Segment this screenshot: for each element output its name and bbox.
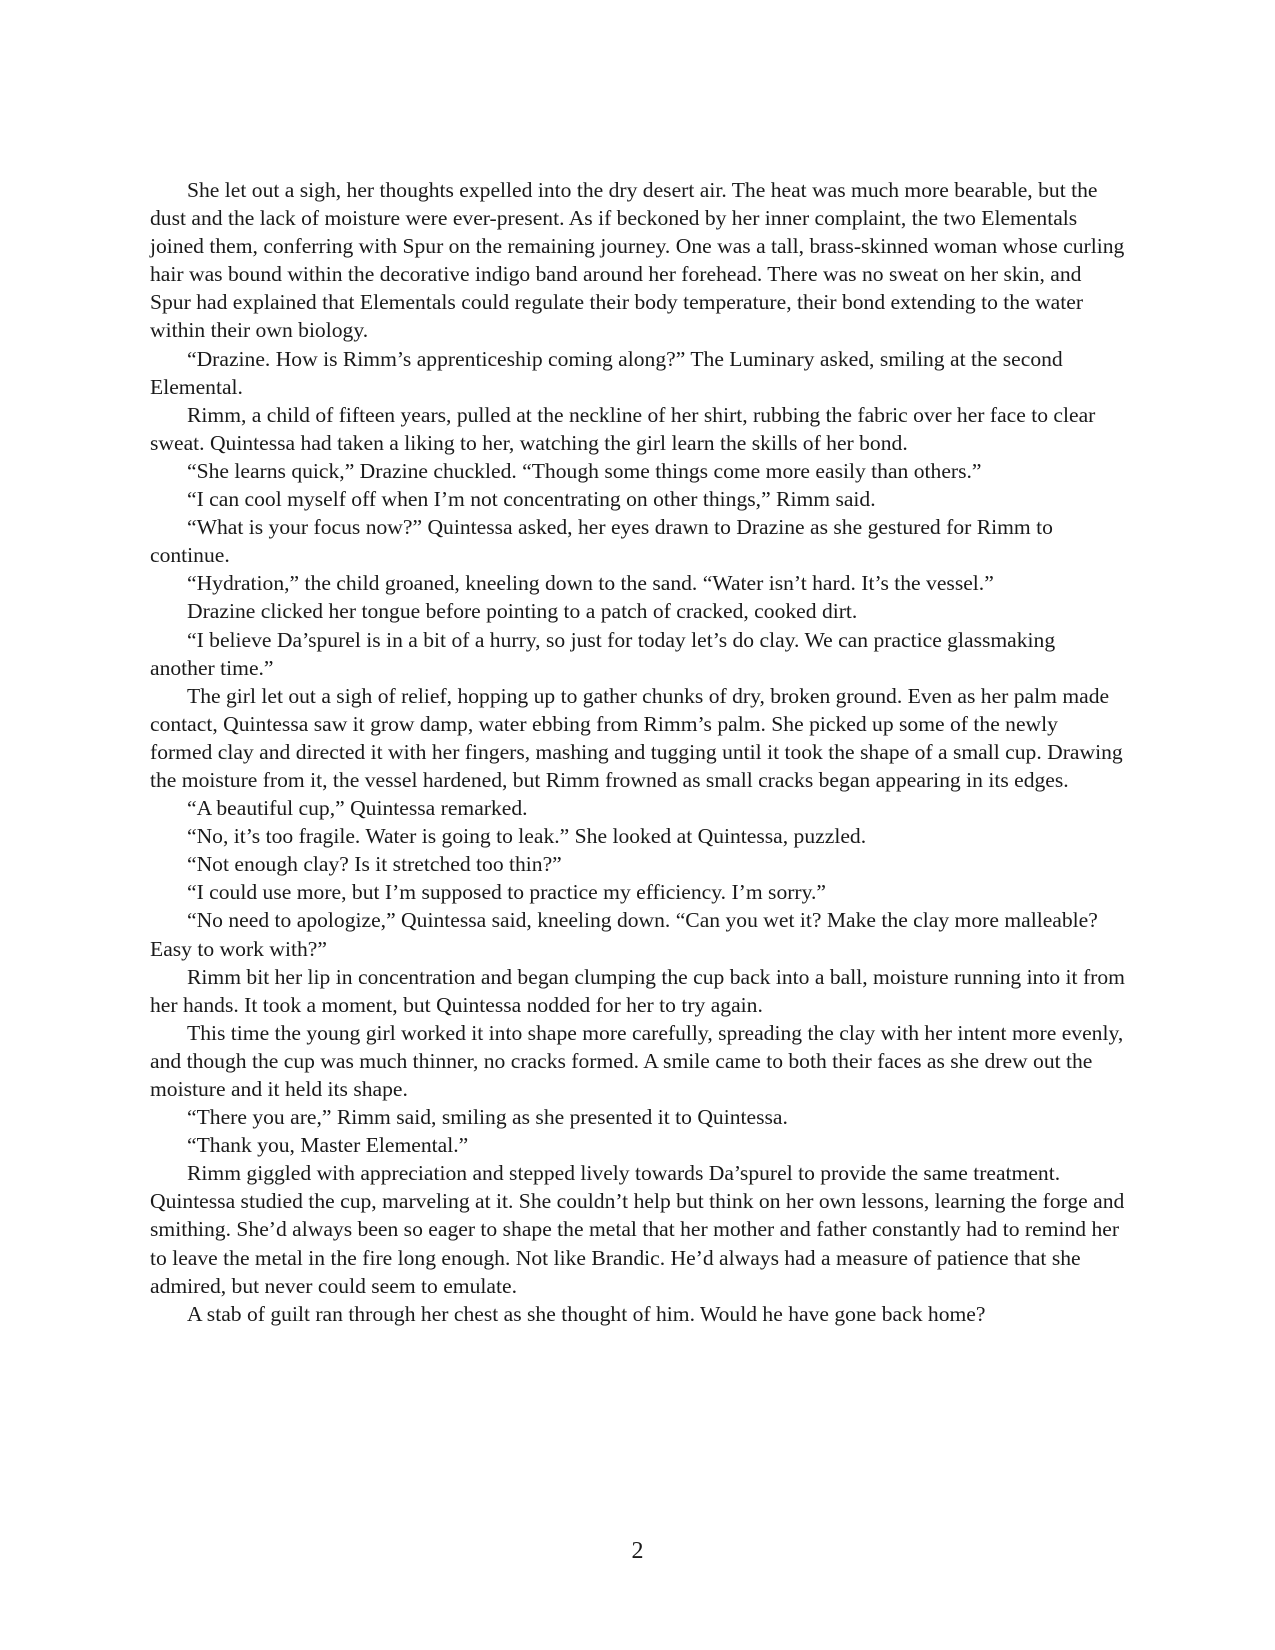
paragraph: Rimm bit her lip in concentration and began clumping the cup back into a ball, moisture running into it from her hands. It took a moment, but Quintessa nodded for her to try again. <box>150 964 1125 1017</box>
paragraph: Rimm, a child of fifteen years, pulled at the neckline of her shirt, rubbing the fabric over her face to clear sweat. Quintessa had taken a liking to her, watching the girl learn the skills of her bond. <box>150 402 1096 455</box>
paragraph: “She learns quick,” Drazine chuckled. “Though some things come more easily than others.” <box>187 458 982 483</box>
page-number: 2 <box>631 1538 644 1564</box>
paragraph: “Thank you, Master Elemental.” <box>187 1133 469 1158</box>
paragraph: Drazine clicked her tongue before pointing to a patch of cracked, cooked dirt. <box>187 599 858 624</box>
paragraph: The girl let out a sigh of relief, hopping up to gather chunks of dry, broken ground. Even as her palm made contact, Quintessa saw it grow damp, water ebbing from Rimm’s palm. She picked up some of the newly formed clay and directed it with her fingers, mashing and tugging until it took the shape of a small cup. Drawing the moisture from it, the vessel hardened, but Rimm frowned as small cracks began appearing in its edges. <box>150 683 1123 792</box>
body-text <box>150 176 1125 1328</box>
paragraph: “No, it’s too fragile. Water is going to leak.” She looked at Quintessa, puzzled. <box>187 824 867 849</box>
paragraph: This time the young girl worked it into shape more carefully, spreading the clay with her intent more evenly, and though the cup was much thinner, no cracks formed. A smile came to both their faces as she drew out the moisture and it held its shape. <box>150 1020 1124 1101</box>
paragraph: “I believe Da’spurel is in a bit of a hurry, so just for today let’s do clay. We can practice glassmaking another time.” <box>150 627 1056 680</box>
paragraph: “There you are,” Rimm said, smiling as she presented it to Quintessa. <box>187 1105 788 1130</box>
paragraph: “I can cool myself off when I’m not concentrating on other things,” Rimm said. <box>187 487 876 512</box>
paragraph: She let out a sigh, her thoughts expelled into the dry desert air. The heat was much more bearable, but the dust and the lack of moisture were ever-present. As if beckoned by her inner complaint, the two Elementals joined them, conferring with Spur on the remaining journey. One was a tall, brass-skinned woman whose curling hair was bound within the decorative indigo band around her forehead. There was no sweat on her skin, and Spur had explained that Elementals could regulate their body temperature, their bond extending to the water within their own biology. <box>150 178 1125 343</box>
paragraph: A stab of guilt ran through her chest as she thought of him. Would he have gone back home? <box>187 1301 986 1326</box>
paragraph: “A beautiful cup,” Quintessa remarked. <box>187 796 528 821</box>
paragraph: “Hydration,” the child groaned, kneeling down to the sand. “Water isn’t hard. It’s the vessel.” <box>187 571 994 596</box>
paragraph: “Drazine. How is Rimm’s apprenticeship coming along?” The Luminary asked, smiling at the second Elemental. <box>150 346 1063 399</box>
paragraph: “I could use more, but I’m supposed to practice my efficiency. I’m sorry.” <box>187 880 826 905</box>
paragraph: “What is your focus now?” Quintessa asked, her eyes drawn to Drazine as she gestured for Rimm to continue. <box>150 515 1053 568</box>
paragraph: “Not enough clay? Is it stretched too thin?” <box>187 852 562 877</box>
paragraph: “No need to apologize,” Quintessa said, kneeling down. “Can you wet it? Make the clay more malleable? Easy to work with?” <box>150 908 1098 961</box>
paragraph: Rimm giggled with appreciation and stepped lively towards Da’spurel to provide the same treatment. Quintessa studied the cup, marveling at it. She couldn’t help but think on her own lessons, learning the forge and smithing. She’d always been so eager to shape the metal that her mother and father constantly had to remind her to leave the metal in the fire long enough. Not like Brandic. He’d always had a measure of patience that she admired, but never could seem to emulate. <box>150 1161 1125 1298</box>
